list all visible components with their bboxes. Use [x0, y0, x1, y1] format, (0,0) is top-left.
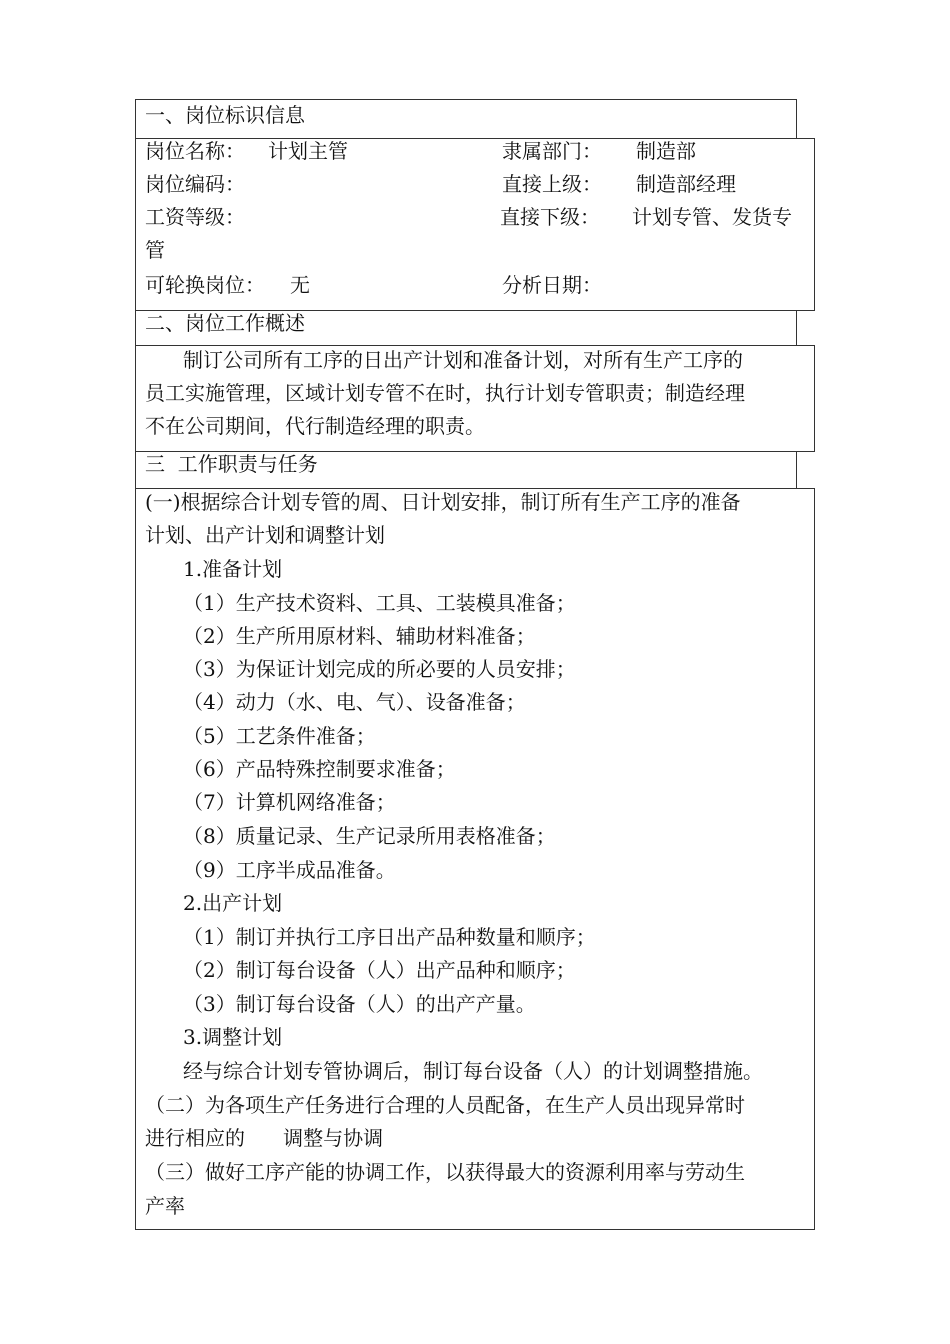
- salary-grade-label: 工资等级：: [145, 205, 245, 229]
- section2-title: 二、岗位工作概述: [145, 311, 305, 335]
- post-name-label: 岗位名称：: [145, 139, 245, 163]
- prep-item-7: （7）计算机网络准备；: [183, 790, 396, 814]
- analysis-date-label: 分析日期：: [502, 273, 602, 297]
- prep-item-2: （2）生产所用原材料、辅助材料准备；: [183, 624, 536, 648]
- output-item-3: （3）制订每台设备（人）的出产产量。: [183, 992, 536, 1016]
- adjust-plan-title: 3.调整计划: [183, 1025, 283, 1049]
- summary-line-2: 员工实施管理，区域计划专管不在时，执行计划专管职责；制造经理: [145, 381, 745, 405]
- department-label: 隶属部门：: [502, 139, 602, 163]
- subordinate-value-line1: 计划专管、发货专: [632, 205, 792, 229]
- prep-item-4: （4）动力（水、电、气）、设备准备；: [183, 690, 526, 714]
- prep-item-5: （5）工艺条件准备；: [183, 724, 376, 748]
- post-code-label: 岗位编码：: [145, 172, 245, 196]
- summary-line-3: 不在公司期间，代行制造经理的职责。: [145, 414, 485, 438]
- summary-line-1: 制订公司所有工序的日出产计划和准备计划，对所有生产工序的: [183, 348, 743, 372]
- duty-2-line-1: （二）为各项生产任务进行合理的人员配备，在生产人员出现异常时: [145, 1093, 745, 1117]
- section1-title: 一、岗位标识信息: [145, 103, 305, 127]
- adjust-plan-text: 经与综合计划专管协调后，制订每台设备（人）的计划调整措施。: [183, 1059, 763, 1083]
- duty-3-line-1: （三）做好工序产能的协调工作，以获得最大的资源利用率与劳动生: [145, 1160, 745, 1184]
- superior-label: 直接上级：: [502, 172, 602, 196]
- output-plan-title: 2.出产计划: [183, 891, 283, 915]
- prep-item-3: （3）为保证计划完成的所必要的人员安排；: [183, 657, 576, 681]
- department-value: 制造部: [636, 139, 696, 163]
- prep-item-8: （8）质量记录、生产记录所用表格准备；: [183, 824, 556, 848]
- subordinate-value-line2: 管: [145, 238, 165, 262]
- prep-plan-title: 1.准备计划: [183, 557, 283, 581]
- output-item-1: （1）制订并执行工序日出产品种数量和顺序；: [183, 925, 596, 949]
- output-item-2: （2）制订每台设备（人）出产品种和顺序；: [183, 958, 576, 982]
- duty-1-line-1: (一)根据综合计划专管的周、日计划安排，制订所有生产工序的准备: [145, 490, 741, 514]
- prep-item-6: （6）产品特殊控制要求准备；: [183, 757, 456, 781]
- section3-title: 三 工作职责与任务: [145, 452, 318, 476]
- subordinate-label: 直接下级：: [500, 205, 600, 229]
- prep-item-9: （9）工序半成品准备。: [183, 858, 396, 882]
- prep-item-1: （1）生产技术资料、工具、工装模具准备；: [183, 591, 576, 615]
- post-name-value: 计划主管: [268, 139, 348, 163]
- superior-value: 制造部经理: [636, 172, 736, 196]
- rotation-label: 可轮换岗位：: [145, 273, 265, 297]
- duty-3-line-2: 产率: [145, 1194, 185, 1218]
- rotation-value: 无: [290, 273, 310, 297]
- duty-1-line-2: 计划、出产计划和调整计划: [145, 523, 385, 547]
- duty-2-line-2: 进行相应的 调整与协调: [145, 1126, 384, 1150]
